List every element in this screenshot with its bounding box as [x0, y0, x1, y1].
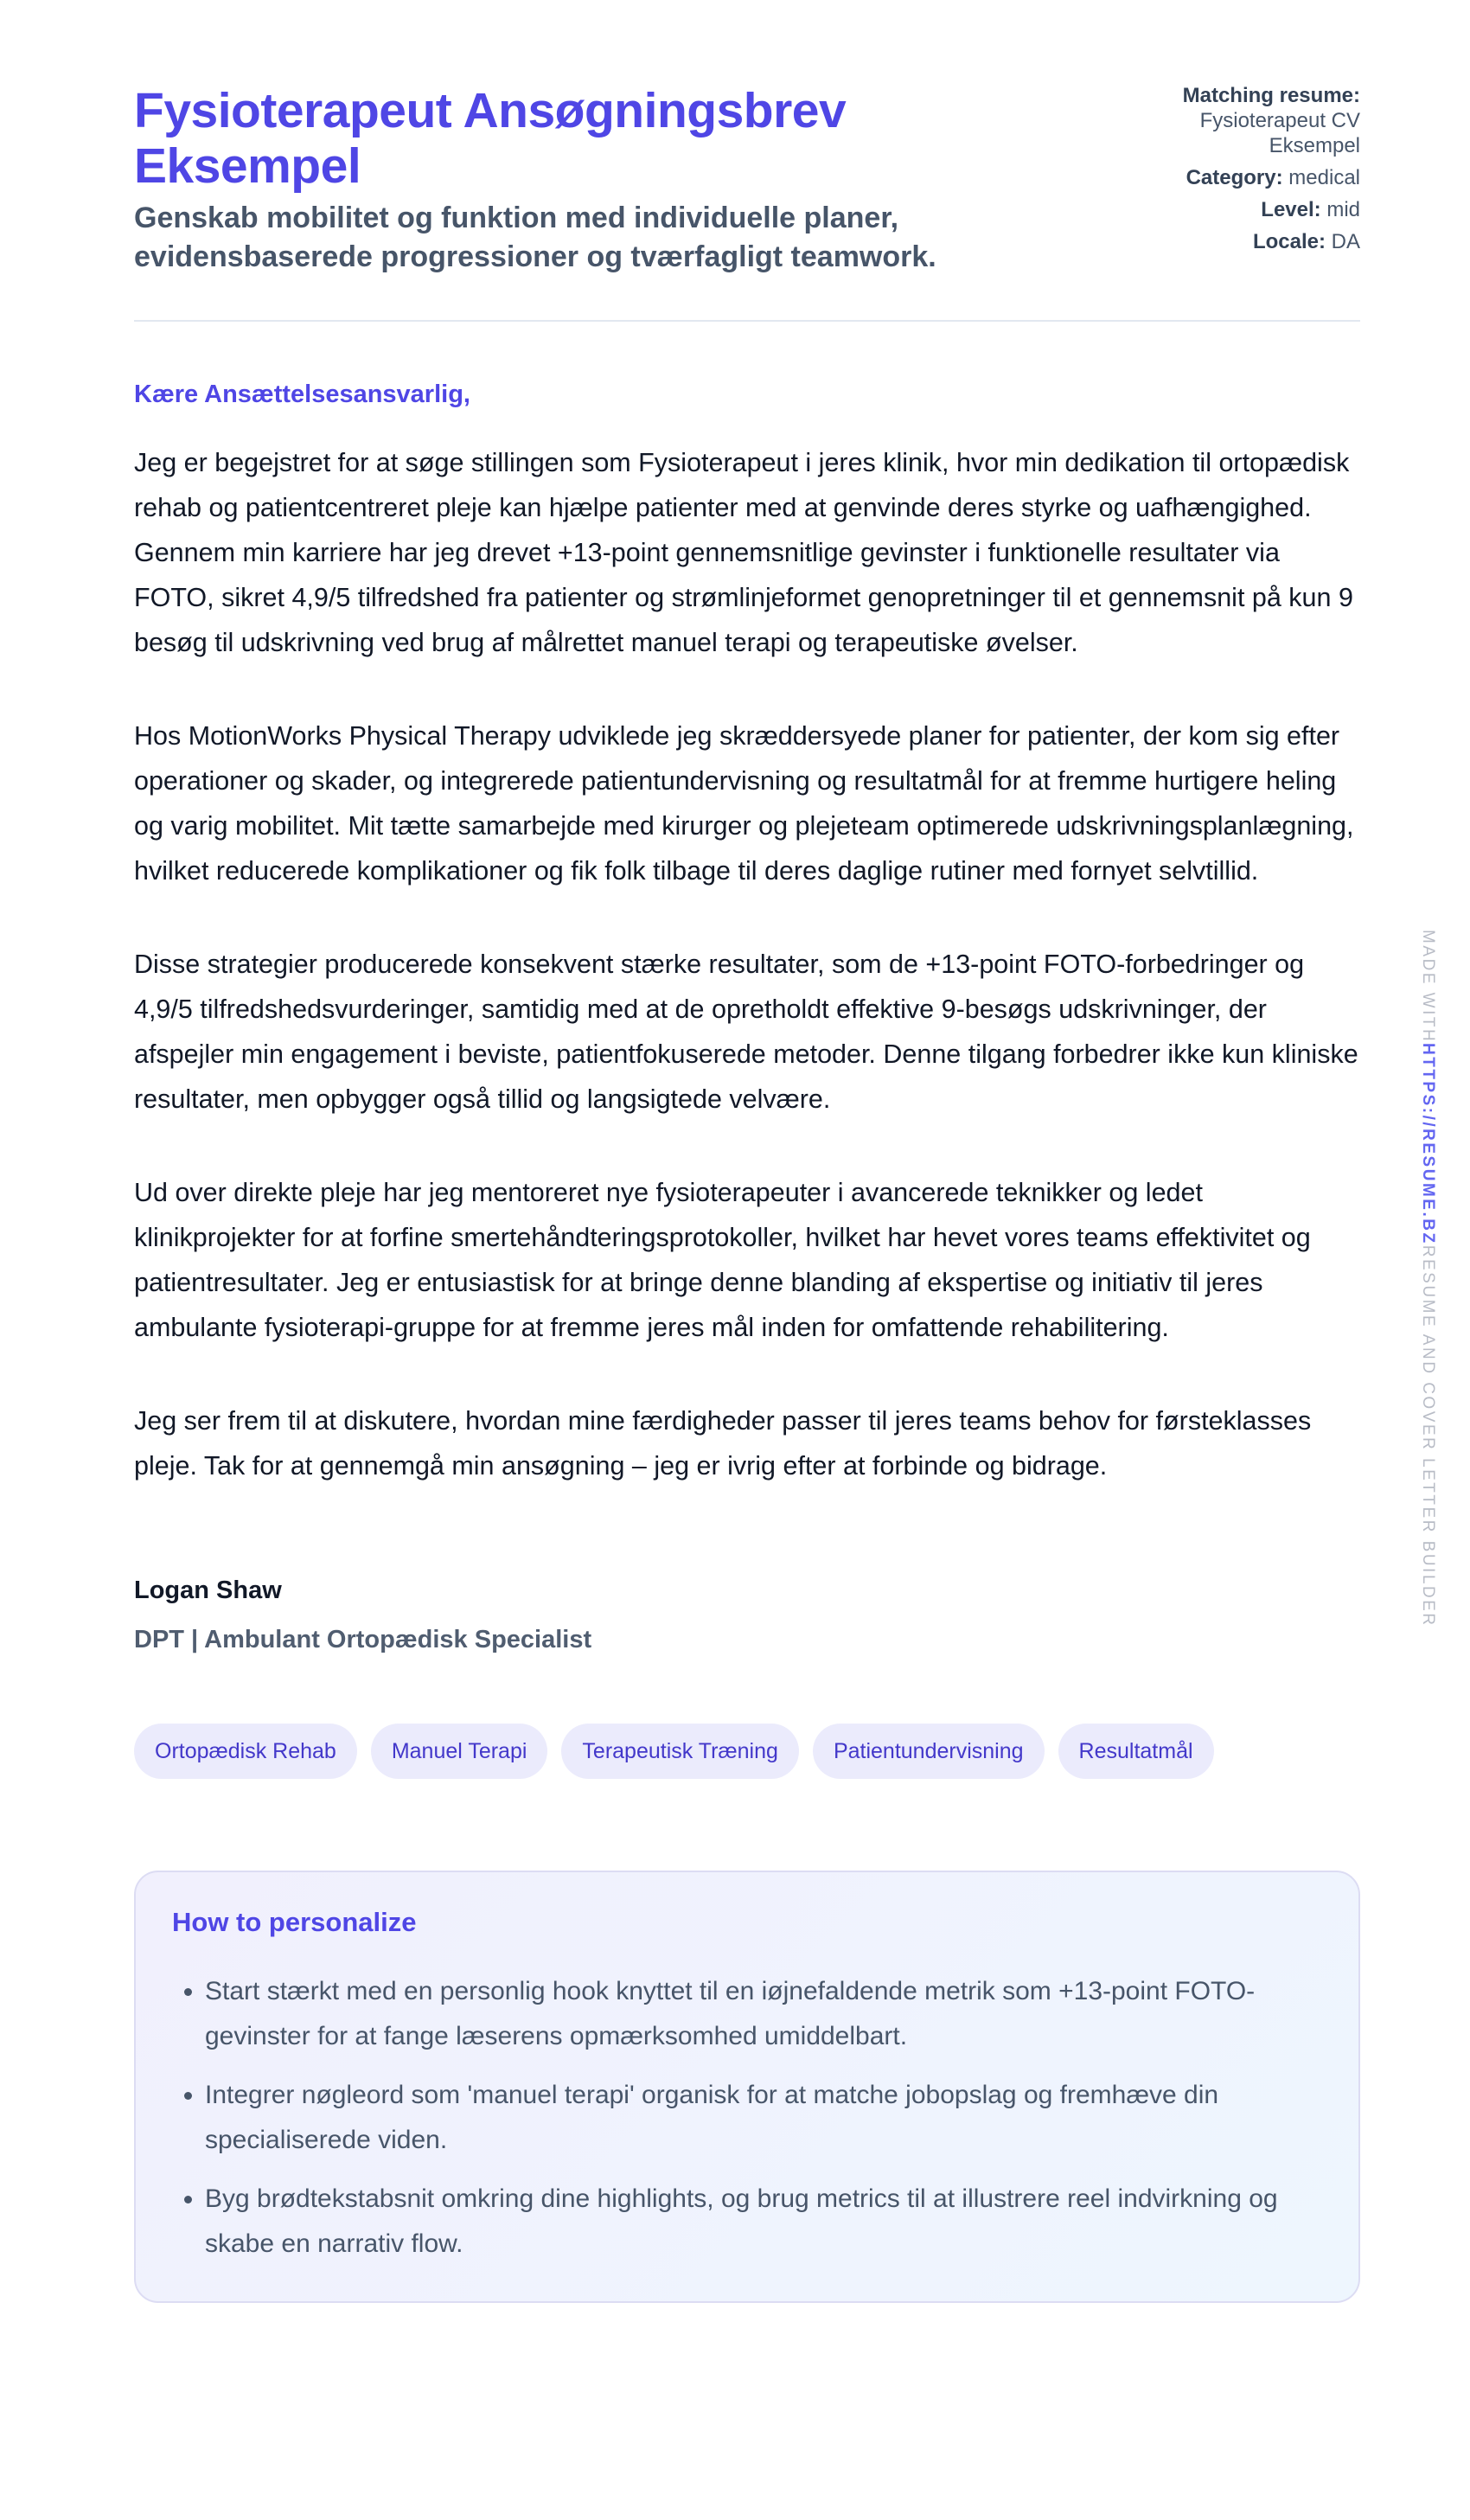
- letter-paragraph: Hos MotionWorks Physical Therapy udviklede jeg skræddersyede planer for patienter, der kom sig efter operationer og skader, og integrerede patientundervisning og resultatmål for at fremme hurtigere heling og varig mobilitet. Mit tætte samarbejde med kirurger og plejeteam optimerede udskrivningsplanlægning, hvilket reducerede komplikationer og fik folk tilbage til deres daglige rutiner med fornyet selvtillid.: [134, 721, 1354, 886]
- skill-tags: [134, 1724, 1360, 1779]
- skill-tag: Terapeutisk Træning: [561, 1724, 799, 1779]
- meta-label: Matching resume:: [1182, 84, 1360, 107]
- signature-name: Logan Shaw: [134, 1577, 282, 1604]
- watermark-suffix: RESUME AND COVER LETTER BUILDER: [1419, 1244, 1437, 1628]
- tips-title: How to personalize: [172, 1907, 417, 1937]
- tip-item: • Integrer nøgleord som 'manuel terapi' organisk for at matche jobopslag og fremhæve din specialiserede viden.: [205, 2073, 1322, 2163]
- tips-list: [172, 1969, 1322, 2267]
- watermark-prefix: MADE WITH: [1419, 930, 1437, 1044]
- watermark-link[interactable]: HTTPS://RESUME.BZ: [1419, 1043, 1437, 1245]
- letter-paragraph: Jeg er begejstret for at søge stillingen som Fysioterapeut i jeres klinik, hvor min dedikation til ortopædisk rehab og patientcentreret pleje kan hjælpe patienter med at genvinde deres styrke og uafhængighed. Gennem min karriere har jeg drevet +13-point gennemsnitlige gevinster i funktionelle resultater via FOTO, sikret 4,9/5 tilfredshed fra patienter og strømlinjeformet genopretninger til et gennemsnit på kun 9 besøg til udskrivning ved brug af målrettet manuel terapi og terapeutiske øvelser.: [134, 448, 1353, 657]
- skill-tag: Patientundervisning: [813, 1724, 1045, 1779]
- letter-greeting: Kære Ansættelsesansvarlig,: [134, 381, 470, 408]
- meta-label: Level:: [1261, 198, 1321, 221]
- meta-label: Locale:: [1252, 230, 1326, 253]
- personalize-tips-box: [134, 1871, 1360, 2303]
- skill-tag: Resultatmål: [1058, 1724, 1214, 1779]
- meta-category: [1135, 165, 1360, 190]
- page-title: Fysioterapeut Ansøgningsbrev Eksempel: [134, 83, 847, 194]
- page-subtitle: Genskab mobilitet og funktion med individuelle planer, evidensbaserede progressioner og tværfagligt teamwork.: [134, 201, 936, 273]
- matching-resume-link[interactable]: Fysioterapeut CV Eksempel: [1199, 109, 1360, 157]
- title-block: [134, 83, 1042, 277]
- meta-label: Category:: [1186, 166, 1283, 189]
- header: [134, 83, 1360, 277]
- meta-locale: [1135, 229, 1360, 254]
- tip-item: • Byg brødtekstabsnit omkring dine highlights, og brug metrics til at illustrere reel indvirkning og skabe en narrativ flow.: [205, 2177, 1322, 2267]
- meta-matching-resume: [1135, 83, 1360, 158]
- meta-value: DA: [1331, 230, 1360, 253]
- letter-paragraph: Ud over direkte pleje har jeg mentoreret nye fysioterapeuter i avancerede teknikker og ledet klinikprojekter for at forfine smertehåndteringsprotokoller, hvilket har hevet vores teams effektivitet og patientresultater. Jeg er entusiastisk for at bringe denne blanding af ekspertise og initiativ til jeres ambulante fysioterapi-gruppe for at fremme jeres mål inden for omfattende rehabilitering.: [134, 1178, 1311, 1342]
- meta-panel: [1135, 83, 1360, 261]
- skill-tag: Ortopædisk Rehab: [134, 1724, 357, 1779]
- meta-value: mid: [1326, 198, 1360, 221]
- letter-paragraph: Disse strategier producerede konsekvent stærke resultater, som de +13-point FOTO-forbedringer og 4,9/5 tilfredshedsvurderinger, samtidig med at de opretholdt effektive 9-besøgs udskrivninger, der afspejler min engagement i beviste, patientfokuserede metoder. Denne tilgang forbedrer ikke kun kliniske resultater, men opbygger også tillid og langsigtede velvære.: [134, 950, 1358, 1114]
- divider: [134, 320, 1360, 322]
- letter-paragraph: Jeg ser frem til at diskutere, hvordan mine færdigheder passer til jeres teams behov for førsteklasses pleje. Tak for at gennemgå min ansøgning – jeg er ivrig efter at forbinde og bidrage.: [134, 1406, 1312, 1481]
- meta-value: medical: [1288, 166, 1360, 189]
- cover-letter-page: [134, 83, 1360, 2303]
- watermark: [1418, 930, 1437, 1628]
- signature-title: DPT | Ambulant Ortopædisk Specialist: [134, 1626, 592, 1653]
- tip-item: • Start stærkt med en personlig hook knyttet til en iøjnefaldende metrik som +13-point FOTO-gevinster for at fange læserens opmærksomhed umiddelbart.: [205, 1969, 1322, 2059]
- meta-level: [1135, 197, 1360, 222]
- skill-tag: Manuel Terapi: [371, 1724, 548, 1779]
